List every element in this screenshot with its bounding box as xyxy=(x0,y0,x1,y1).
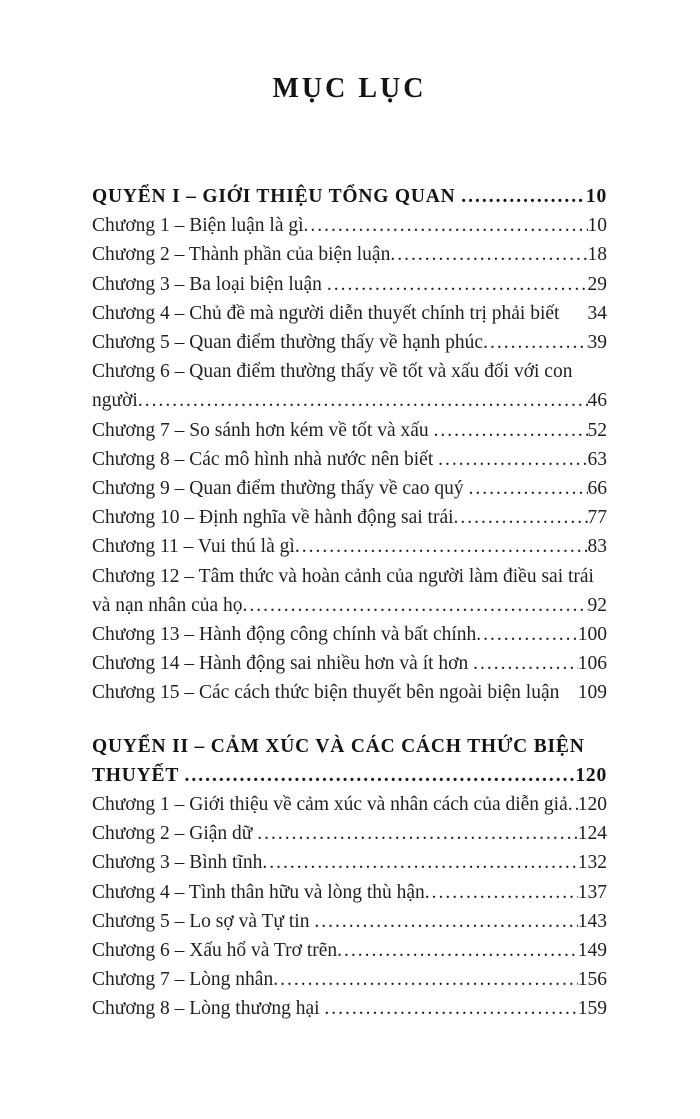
toc-line xyxy=(92,620,607,649)
toc-entry-text: Chương 6 – Quan điểm thường thấy về tốt và xấu đối với con xyxy=(92,361,573,383)
toc-page-number: 29 xyxy=(587,273,607,295)
toc-entry-text: Chương 9 – Quan điểm thường thấy về cao quý xyxy=(92,478,469,500)
toc-page-number: 66 xyxy=(587,478,607,500)
toc-page-number: 156 xyxy=(577,969,607,991)
dot-leader xyxy=(438,445,587,474)
toc-entry-text: người xyxy=(92,390,138,412)
dot-leader xyxy=(314,907,577,936)
toc-line xyxy=(92,965,607,994)
dot-leader xyxy=(262,848,577,877)
toc-line xyxy=(92,591,607,620)
dot-leader xyxy=(327,270,588,299)
toc-entry-text: Chương 11 – Vui thú là gì xyxy=(92,536,295,558)
toc-page-number: 77 xyxy=(587,507,607,529)
toc-page-number: 39 xyxy=(587,332,607,354)
toc-page-number: 46 xyxy=(587,390,607,412)
toc-entry-text: Chương 14 – Hành động sai nhiều hơn và ít hơn xyxy=(92,653,474,675)
toc-line xyxy=(92,299,607,328)
toc-entry-text: Chương 3 – Ba loại biện luận xyxy=(92,273,327,295)
dot-leader xyxy=(273,965,578,994)
toc-line xyxy=(92,649,607,678)
toc-line xyxy=(92,211,607,240)
toc-page-number: 106 xyxy=(577,653,607,675)
toc-page-number: 100 xyxy=(577,624,607,646)
toc-line xyxy=(92,994,607,1023)
toc-entry-text: Chương 3 – Bình tĩnh xyxy=(92,852,263,874)
toc-line xyxy=(92,328,607,357)
toc-section-heading-line xyxy=(92,182,607,211)
toc-page-number: 149 xyxy=(577,940,607,962)
dot-leader xyxy=(454,503,588,532)
toc-line xyxy=(92,562,607,591)
toc-line xyxy=(92,532,607,561)
dot-leader xyxy=(257,819,578,848)
toc-line xyxy=(92,819,607,848)
toc-line xyxy=(92,678,607,707)
dot-leader xyxy=(434,416,588,445)
dot-leader xyxy=(337,936,578,965)
dot-leader xyxy=(473,649,578,678)
toc-line xyxy=(92,936,607,965)
toc-entry-text: và nạn nhân của họ xyxy=(92,594,243,616)
toc-page-number: 83 xyxy=(587,536,607,558)
dot-leader xyxy=(390,240,587,269)
toc-line xyxy=(92,357,607,386)
dot-leader xyxy=(468,474,587,503)
dot-leader xyxy=(295,532,588,561)
table-of-contents xyxy=(92,182,607,1024)
toc-entry-text: Chương 7 – Lòng nhân xyxy=(92,969,274,991)
toc-page-number: 120 xyxy=(575,764,607,786)
toc-entry-text: Chương 8 – Lòng thương hại xyxy=(92,998,325,1020)
dot-leader xyxy=(425,878,578,907)
toc-page-number: 52 xyxy=(587,419,607,441)
toc-entry-text: Chương 13 – Hành động công chính và bất chính xyxy=(92,624,477,646)
toc-page-number: 10 xyxy=(585,186,607,207)
toc-entry-text: Chương 2 – Thành phần của biện luận xyxy=(92,244,391,266)
toc-entry-text: Chương 8 – Các mô hình nhà nước nên biết xyxy=(92,448,439,470)
toc-page-number: 143 xyxy=(577,910,607,932)
toc-line xyxy=(92,416,607,445)
toc-line xyxy=(92,848,607,877)
toc-entry-text: Chương 5 – Quan điểm thường thấy về hạnh phúc xyxy=(92,332,484,354)
toc-page-number: 34 xyxy=(587,302,607,324)
dot-leader xyxy=(304,211,588,240)
toc-entry-text: Chương 1 – Giới thiệu về cảm xúc và nhân cách của diễn giả xyxy=(92,794,568,816)
toc-entry-text: Chương 15 – Các cách thức biện thuyết bên ngoài biện luận xyxy=(92,682,560,704)
toc-page-number: 137 xyxy=(577,881,607,903)
toc-line xyxy=(92,503,607,532)
toc-page-number: 159 xyxy=(577,998,607,1020)
toc-page-number: 92 xyxy=(587,594,607,616)
toc-page-number: 124 xyxy=(577,823,607,845)
toc-entry-text: QUYỂN II – CẢM XÚC VÀ CÁC CÁCH THỨC BIỆN xyxy=(92,735,585,757)
toc-entry-text: Chương 4 – Chủ đề mà người diễn thuyết chính trị phải biết xyxy=(92,302,560,324)
toc-section-heading-line xyxy=(92,732,607,761)
toc-entry-text: Chương 10 – Định nghĩa về hành động sai trái xyxy=(92,507,454,529)
toc-page-number: 120 xyxy=(577,794,607,816)
dot-leader xyxy=(568,790,578,819)
toc-entry-text: Chương 7 – So sánh hơn kém về tốt và xấu xyxy=(92,419,434,441)
dot-leader xyxy=(483,328,587,357)
toc-entry-text: Chương 12 – Tâm thức và hoàn cảnh của người làm điều sai trái xyxy=(92,565,594,587)
page-content xyxy=(92,72,607,1024)
toc-entry-text: Chương 5 – Lo sợ và Tự tin xyxy=(92,910,315,932)
dot-leader xyxy=(184,761,575,790)
toc-entry-text: Chương 6 – Xấu hổ và Trơ trẽn xyxy=(92,940,338,962)
toc-entry-text: Chương 1 – Biện luận là gì xyxy=(92,215,304,237)
toc-page-number: 132 xyxy=(577,852,607,874)
toc-section xyxy=(92,182,607,708)
toc-line xyxy=(92,270,607,299)
toc-page-number: 18 xyxy=(587,244,607,266)
toc-line xyxy=(92,240,607,269)
dot-leader xyxy=(476,620,577,649)
toc-page-number: 63 xyxy=(587,448,607,470)
dot-leader xyxy=(243,591,588,620)
toc-line xyxy=(92,790,607,819)
toc-page-number: 10 xyxy=(587,215,607,237)
page-title: MỤC LỤC xyxy=(272,73,427,104)
dot-leader xyxy=(138,386,588,415)
toc-entry-text: Chương 2 – Giận dữ xyxy=(92,823,258,845)
toc-line xyxy=(92,878,607,907)
dot-leader xyxy=(324,994,577,1023)
toc-entry-text: THUYẾT xyxy=(92,764,185,786)
toc-section-heading-line xyxy=(92,761,607,790)
toc-section xyxy=(92,732,607,1024)
dot-leader xyxy=(461,182,586,211)
toc-line xyxy=(92,907,607,936)
toc-line xyxy=(92,386,607,415)
toc-line xyxy=(92,474,607,503)
toc-entry-text: Chương 4 – Tình thân hữu và lòng thù hận xyxy=(92,881,425,903)
toc-page-number: 109 xyxy=(577,682,607,704)
toc-entry-text: QUYỂN I – GIỚI THIỆU TỔNG QUAN xyxy=(92,186,462,207)
toc-line xyxy=(92,445,607,474)
